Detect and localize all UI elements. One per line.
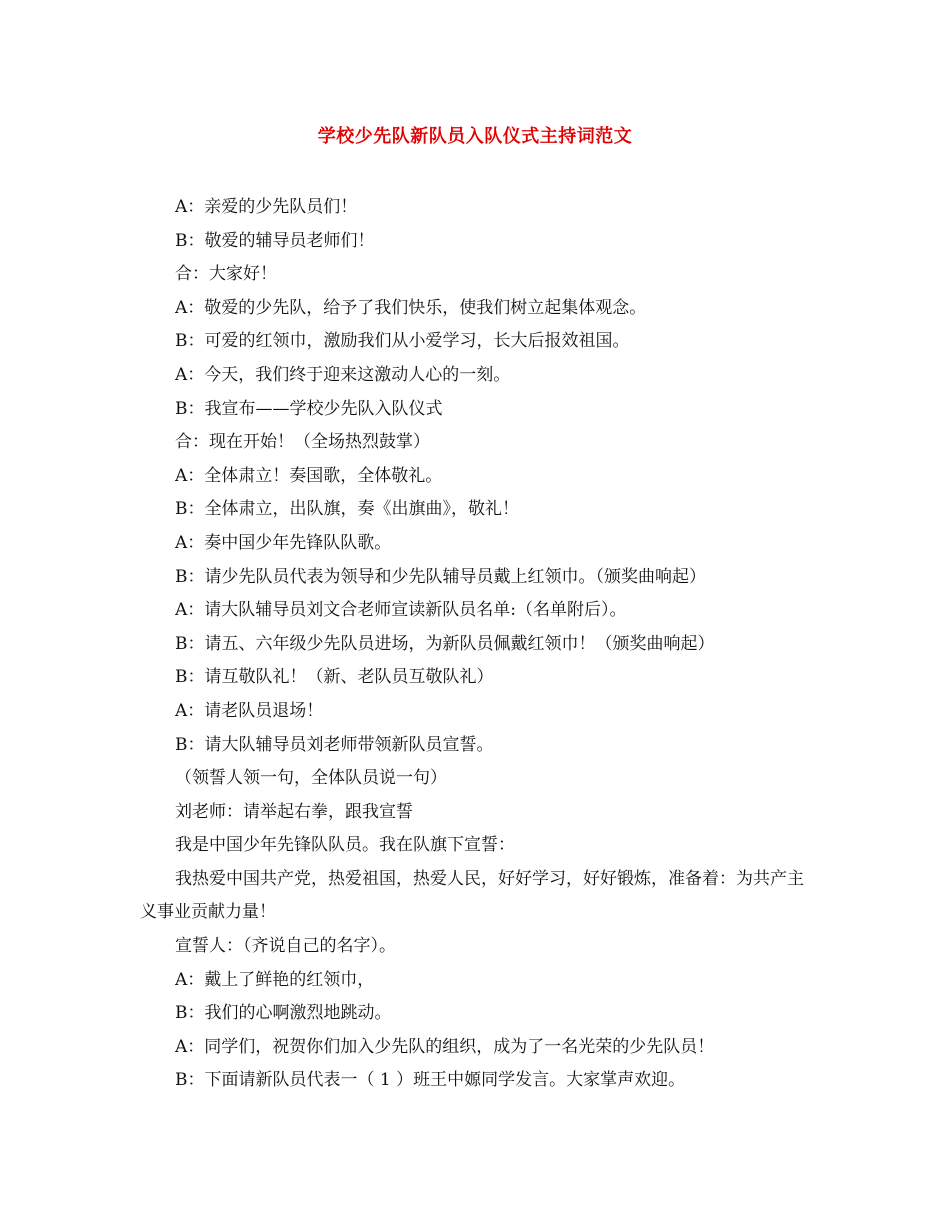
paragraph: B：请少先队员代表为领导和少先队辅导员戴上红领巾。（颁奖曲响起） <box>175 566 706 587</box>
paragraph: A：亲爱的少先队员们！ <box>175 197 358 217</box>
paragraph: 合：大家好！ <box>175 264 277 285</box>
paragraph: 刘老师：请举起右拳，跟我宣誓 <box>175 801 413 822</box>
paragraph: B：请大队辅导员刘老师带领新队员宣誓。 <box>175 734 494 755</box>
paragraph: B：我宣布——学校少先队入队仪式 <box>175 398 443 419</box>
paragraph: A：奏中国少年先锋队队歌。 <box>175 532 392 553</box>
paragraph: （领誓人领一句，全体队员说一句） <box>175 768 447 789</box>
paragraph: B：可爱的红领巾，激励我们从小爱学习，长大后报效祖国。 <box>175 331 630 352</box>
paragraph: B：下面请新队员代表一（ 1 ）班王中嫄同学发言。大家掌声欢迎。 <box>175 1070 686 1091</box>
document-body <box>140 191 820 1098</box>
paragraph: A：今天，我们终于迎来这激动人心的一刻。 <box>175 364 511 385</box>
paragraph: 合：现在开始！（全场热烈鼓掌） <box>175 432 430 453</box>
paragraph: A：同学们，祝贺你们加入少先队的组织，成为了一名光荣的少先队员！ <box>175 1036 715 1057</box>
paragraph: B：请互敬队礼！（新、老队员互敬队礼） <box>175 667 494 688</box>
paragraph: 我热爱中国共产党，热爱祖国，热爱人民，好好学习，好好锻炼，准备着：为共产主义事业贡献力量！ <box>140 868 804 923</box>
paragraph: B：我们的心啊激烈地跳动。 <box>175 1003 392 1024</box>
paragraph: A：戴上了鲜艳的红领巾， <box>175 969 375 990</box>
paragraph: A：请老队员退场！ <box>175 700 324 721</box>
paragraph: A：敬爱的少先队，给予了我们快乐，使我们树立起集体观念。 <box>175 297 647 318</box>
paragraph: B：全体肃立，出队旗，奏《出旗曲》，敬礼！ <box>175 499 519 520</box>
paragraph: B：敬爱的辅导员老师们！ <box>175 230 375 251</box>
paragraph: A：请大队辅导员刘文合老师宣读新队员名单:（名单附后）。 <box>175 600 627 621</box>
paragraph: 宣誓人：（齐说自己的名字）。 <box>175 936 396 957</box>
paragraph: B：请五、六年级少先队员进场，为新队员佩戴红领巾！（颁奖曲响起） <box>175 633 715 654</box>
paragraph: A：全体肃立！奏国歌，全体敬礼。 <box>175 465 443 486</box>
document-title: 学校少先队新队员入队仪式主持词范文 <box>317 126 633 147</box>
paragraph: 我是中国少年先锋队队员。我在队旗下宣誓： <box>175 835 515 856</box>
